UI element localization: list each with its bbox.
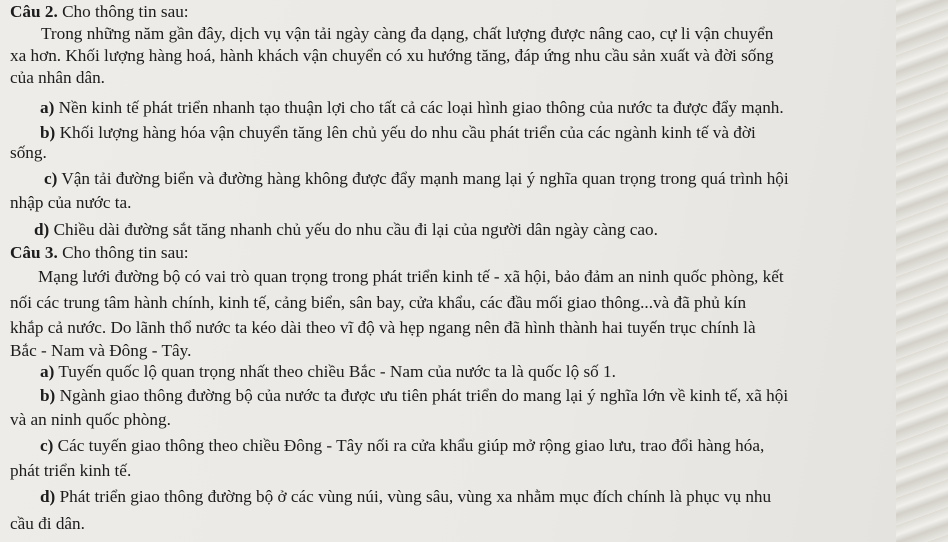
q2-statement-b [40,122,756,144]
q2-b-text: Khối lượng hàng hóa vận chuyển tăng lên chủ yếu do nhu cầu phát triển của các ngành kinh tế và đời [59,123,756,142]
q2-c-label: c) [44,169,58,188]
q3-a-label: a) [40,362,55,381]
page-edge-shadow [896,0,948,542]
q2-intro-line-1: Trong những năm gần đây, dịch vụ vận tải ngày càng đa dạng, chất lượng được nâng cao, cự li vận chuyển [41,24,774,43]
q2-d-text: Chiều dài đường sắt tăng nhanh chủ yếu do nhu cầu đi lại của người dân ngày càng cao. [53,220,658,239]
q3-intro-line-3: khắp cả nước. Do lãnh thổ nước ta kéo dài theo vĩ độ và hẹp ngang nên đã hình thành hai tuyến trục chính là [10,318,756,337]
q3-b-label: b) [40,386,56,405]
q2-c-text: Vận tải đường biển và đường hàng không được đẩy mạnh mang lại ý nghĩa quan trọng trong quá trình hội [61,169,789,188]
q3-d-text: Phát triển giao thông đường bộ ở các vùng núi, vùng sâu, vùng xa nhằm mục đích chính là phục vụ nhu [59,487,772,506]
q3-d-label: d) [40,487,56,506]
q3-intro-line-1: Mạng lưới đường bộ có vai trò quan trọng trong phát triển kinh tế - xã hội, bảo đảm an ninh quốc phòng, kết [38,267,784,286]
q2-title-label: Câu 2. [10,2,58,21]
q2-statement-a [40,97,784,119]
q2-statement-d [34,219,658,241]
q3-a-text: Tuyến quốc lộ quan trọng nhất theo chiều Bắc - Nam của nước ta là quốc lộ số 1. [58,362,616,381]
q2-intro-line-3: của nhân dân. [10,68,105,87]
q3-c-label: c) [40,436,54,455]
q2-b-text-cont: sống. [10,143,47,162]
q3-statement-b [40,385,788,407]
q3-d-text-cont: cầu đi dân. [10,514,85,533]
q3-intro-line-2: nối các trung tâm hành chính, kinh tế, cảng biển, sân bay, cửa khẩu, các đầu mối giao thông...và đã phủ kín [10,293,747,312]
q3-statement-d [40,486,771,508]
q3-c-text-cont: phát triển kinh tế. [10,461,132,480]
q2-d-label: d) [34,220,50,239]
q3-b-text: Ngành giao thông đường bộ của nước ta được ưu tiên phát triển do mang lại ý nghĩa lớn về kinh tế, xã hội [59,386,789,405]
q2-a-label: a) [40,98,55,117]
q3-c-text: Các tuyến giao thông theo chiều Đông - Tây nối ra cửa khẩu giúp mở rộng giao lưu, trao đổi hàng hóa, [57,436,765,455]
q2-b-label: b) [40,123,56,142]
q3-statement-a [40,361,616,383]
q2-title-text: Cho thông tin sau: [57,2,189,21]
q3-intro-line-4: Bắc - Nam và Đông - Tây. [10,341,192,360]
q3-b-text-cont: và an ninh quốc phòng. [10,410,171,429]
q2-c-text-cont: nhập của nước ta. [10,193,132,212]
q3-statement-c [40,435,764,457]
q3-title-text: Cho thông tin sau: [57,243,189,262]
q2-statement-c [44,168,789,190]
q2-a-text: Nền kinh tế phát triển nhanh tạo thuận lợi cho tất cả các loại hình giao thông của nước ta được đẩy mạnh. [58,98,784,117]
q3-title-label: Câu 3. [10,243,58,262]
q2-heading [10,1,189,23]
q2-intro-line-2: xa hơn. Khối lượng hàng hoá, hành khách vận chuyển có xu hướng tăng, đáp ứng nhu cầu sản xuất và đời sống [10,46,774,65]
q3-heading [10,242,189,264]
